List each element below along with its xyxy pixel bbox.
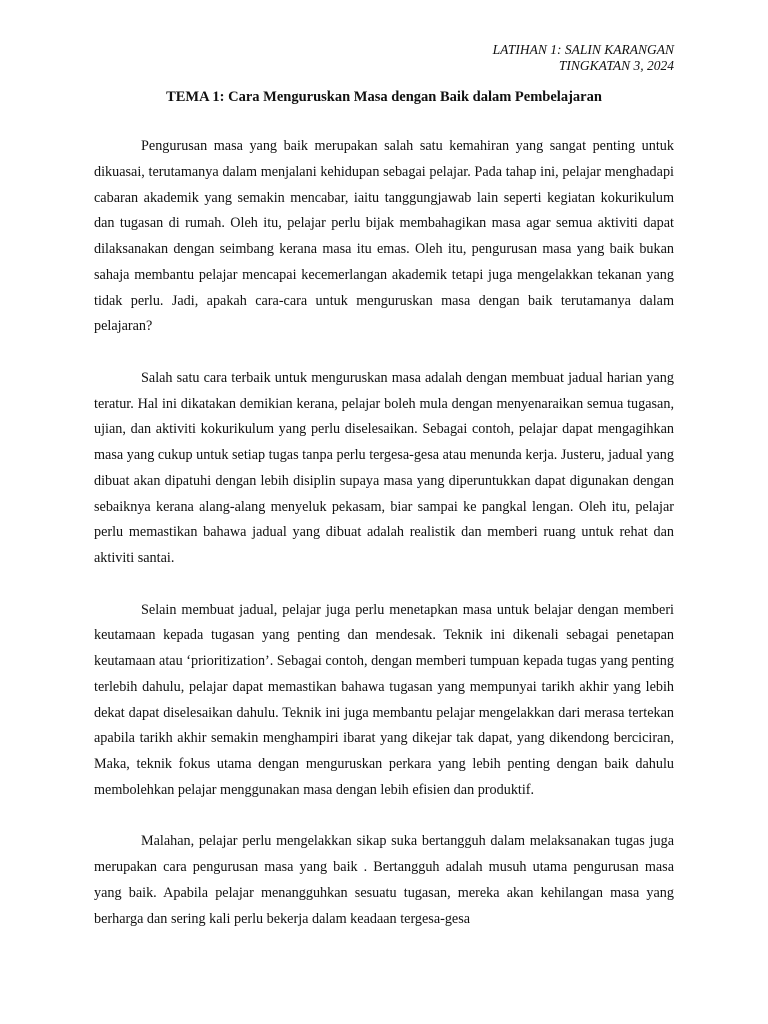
header-form-year: TINGKATAN 3, 2024 (558, 58, 674, 73)
paragraph-point-3: Malahan, pelajar perlu mengelakkan sikap suka bertangguh dalam melaksanakan tugas juga merupakan cara pengurusan masa yang baik . Bertangguh adalah musuh utama pengurusan masa yang baik. Apabila pelajar menangguhkan sesuatu tugasan, mereka akan kehilangan masa yang berharga dan sering kali perlu bekerja dalam keadaan tergesa-gesa (94, 833, 674, 927)
paragraph-introduction: Pengurusan masa yang baik merupakan salah satu kemahiran yang sangat penting untuk dikuasai, terutamanya dalam menjalani kehidupan sebagai pelajar. Pada tahap ini, pelajar menghadapi cabaran akademik yang semakin mencabar, iaitu tanggungjawab lain seperti kegiatan kokurikulum dan tugasan di rumah. Oleh itu, pelajar perlu bijak membahagikan masa agar semua aktiviti dapat dilaksanakan dengan seimbang kerana masa itu emas. Oleh itu, pengurusan masa yang baik bukan sahaja membantu pelajar mencapai kecemerlangan akademik tetapi juga mengelakkan tekanan yang tidak perlu. Jadi, apakah cara-cara untuk menguruskan masa dengan baik terutamanya dalam pelajaran? (94, 138, 674, 335)
paragraph-point-1: Salah satu cara terbaik untuk menguruskan masa adalah dengan membuat jadual harian yang teratur. Hal ini dikatakan demikian kerana, pelajar boleh mula dengan menyenaraikan semua tugasan, ujian, dan aktiviti kokurikulum yang perlu diselesaikan. Sebagai contoh, pelajar dapat mengagihkan masa yang cukup untuk setiap tugas tanpa perlu tergesa-gesa atau menunda kerja. Justeru, jadual yang dibuat akan dipatuhi dengan lebih disiplin supaya masa yang diperuntukkan dapat digunakan dengan sebaiknya kerana alang-alang menyeluk pekasam, biar sampai ke pangkal lengan. Oleh itu, pelajar perlu memastikan bahawa jadual yang dibuat adalah realistik dan memberi ruang untuk rehat dan aktiviti santai. (94, 369, 674, 566)
document-header (493, 42, 674, 74)
paragraph-point-2: Selain membuat jadual, pelajar juga perlu menetapkan masa untuk belajar dengan memberi keutamaan kepada tugasan yang penting dan mendesak. Teknik ini dikenali sebagai penetapan keutamaan atau ‘prioritization’. Sebagai contoh, dengan memberi tumpuan kepada tugas yang penting terlebih dahulu, pelajar dapat memastikan bahawa tugasan yang mempunyai tarikh akhir yang lebih dekat dapat diselesaikan dahulu. Teknik ini juga membantu pelajar mengelakkan dari merasa tertekan apabila tarikh akhir semakin menghampiri ibarat yang dikejar tak dapat, yang dikendong berciciran, Maka, teknik fokus utama dengan menguruskan perkara yang lebih penting dengan baik dahulu membolehkan pelajar menggunakan masa dengan lebih efisien dan produktif. (94, 601, 674, 798)
essay-title: TEMA 1: Cara Menguruskan Masa dengan Baik dalam Pembelajaran (166, 89, 602, 105)
essay-body (94, 134, 674, 958)
header-exercise-label: LATIHAN 1: SALIN KARANGAN (492, 42, 674, 57)
